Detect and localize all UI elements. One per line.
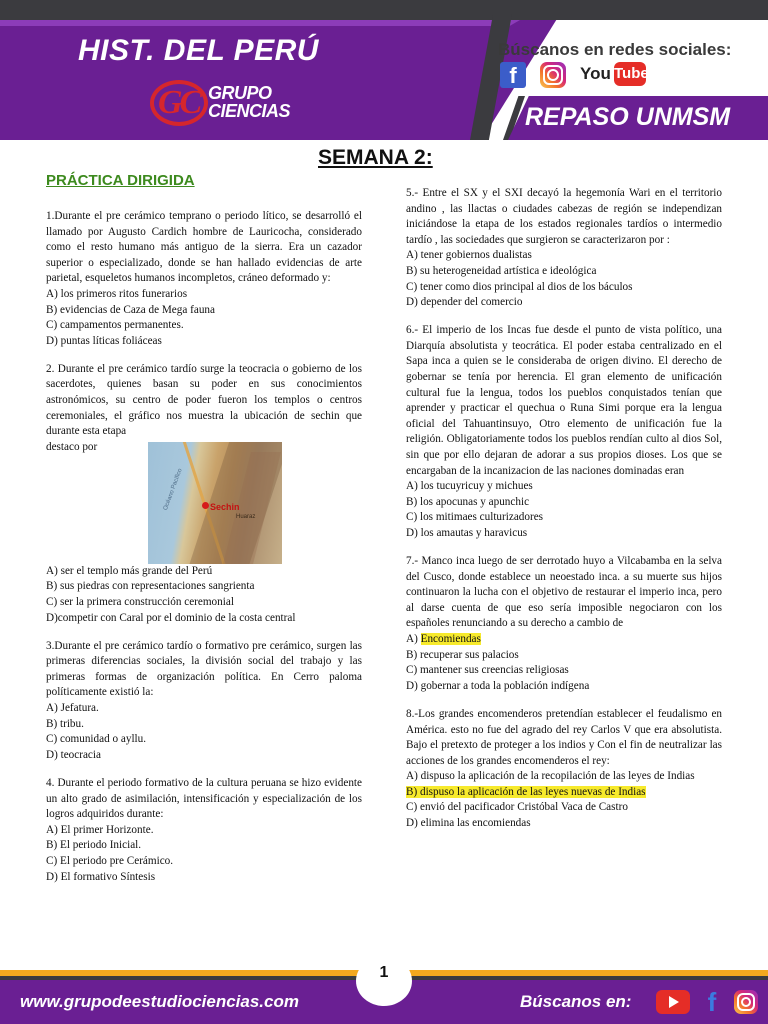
option-b: B) El periodo Inicial. (46, 839, 142, 852)
social-heading: Búscanos en redes sociales: (498, 40, 732, 59)
header-dark-strip (0, 0, 768, 20)
youtube-icon[interactable] (580, 60, 649, 90)
option-a: A) ser el templo más grande del Perú (46, 564, 213, 577)
repaso-banner: REPASO UNMSM (525, 103, 731, 131)
option-b: B) su heterogeneidad artística e ideológica (406, 264, 597, 277)
option-b: B) sus piedras con representaciones sangrienta (46, 580, 255, 593)
sechin-location-map (148, 442, 282, 564)
option-c: C) los mitimaes culturizadores (406, 511, 544, 524)
question-stem: 1.Durante el pre cerámico temprano o periodo lítico, se desarrolló el llamado por Augusto Cardich hombre de Lauricocha, considerado como el resto humano más antiguo de la sierra. Era un cazador superior o especializado, donde se han hallado evidencias de arte parietal, esqueletos humanos incompletos, cráneo deformado y: (46, 210, 362, 285)
facebook-icon[interactable]: f (500, 62, 526, 88)
option-a: A) los primeros ritos funerarios (46, 287, 188, 300)
option-c: C) tener como dios principal al dios de los báculos (406, 280, 633, 293)
logo-wordmark (208, 84, 290, 120)
option-d: D) los amautas y haravicus (406, 526, 528, 539)
option-c: C) mantener sus creencias religiosas (406, 664, 569, 677)
option-b: B) los apocunas y apunchic (406, 495, 530, 508)
map-city-label: Huaraz (236, 513, 256, 520)
option-c: C) ser la primera construcción ceremonial (46, 596, 234, 608)
question-3 (46, 639, 362, 764)
footer-social-label: Búscanos en: (520, 992, 632, 1011)
option-d: D) elimina las encomiendas (406, 817, 531, 830)
option-a: A) tener gobiernos dualistas (406, 249, 532, 262)
youtube-icon[interactable] (656, 990, 690, 1014)
logo-line-1: GRUPO (208, 83, 272, 103)
option-d: D) El formativo Síntesis (46, 870, 156, 883)
page-number: 1 (379, 964, 389, 981)
option-a: A) Jefatura. (46, 702, 99, 715)
option-b: B) evidencias de Caza de Mega fauna (46, 303, 215, 316)
option-a (406, 632, 722, 648)
section-title: PRÁCTICA DIRIGIDA (46, 172, 195, 189)
option-a: A) dispuso la aplicación de la recopilación de las leyes de Indias (406, 770, 695, 783)
option-d: D)competir con Caral por el dominio de la costa central (46, 611, 296, 624)
question-stem: 3.Durante el pre cerámico tardío o formativo pre cerámico, surgen las primeras diferencias sociales, la división social del trabajo y las primeras formas de organización política. En Cerro paloma políticamente existió la: (46, 639, 362, 699)
header-light-stripe (0, 20, 520, 26)
course-title: HIST. DEL PERÚ (78, 34, 319, 67)
question-stem: 8.-Los grandes encomenderos pretendían establecer el feudalismo en América. esto no fue del agrado del rey Carlos V que era absolutista. Bajo el pretexto de proteger a los indios y Con el fin de neutralizar las acciones de los grandes encomenderos el rey: (406, 707, 722, 767)
map-row (46, 440, 362, 564)
map-site-label: Sechin (210, 501, 240, 512)
option-c: C) comunidad o ayllu. (46, 733, 147, 746)
question-2 (46, 362, 362, 626)
facebook-icon[interactable]: f (707, 987, 717, 1017)
map-sea-label: Océano Pacífico (162, 467, 184, 512)
option-a: A) El primer Horizonte. (46, 823, 154, 836)
question-6 (406, 323, 722, 541)
option-c: C) El periodo pre Cerámico. (46, 854, 174, 867)
question-stem-end: destaco por (46, 440, 98, 453)
option-b-highlighted (406, 785, 722, 801)
option-a: A) los tucuyricuy y michues (406, 480, 533, 493)
left-column (46, 209, 362, 898)
option-d: D) depender del comercio (406, 296, 523, 309)
question-5 (406, 186, 722, 311)
option-d: D) gobernar a toda la población indígena (406, 679, 590, 692)
question-7 (406, 554, 722, 694)
question-8 (406, 707, 722, 832)
question-stem: 2. Durante el pre cerámico tardío surge la teocracia o gobierno de los sacerdotes, quienes basan su poder en sus conocimientos astronómicos, su centro de poder fueron los templos o centros ceremoniales, el gráfico nos muestra la ubicación de sechin que durante esta etapa (46, 362, 362, 438)
map-location-marker-icon (202, 502, 209, 509)
logo-initials: GC (158, 84, 200, 121)
instagram-lens (547, 69, 559, 81)
page-footer (0, 964, 768, 1024)
option-c: C) envió del pacificador Cristóbal Vaca de Castro (406, 801, 628, 814)
option-b: B) recuperar sus palacios (406, 648, 519, 661)
question-stem: 6.- El imperio de los Incas fue desde el punto de vista político, una Diarquía absolutista y teocrática. El poder estaba centralizado en el Sapa inca a quien se le consideraba de origen divino. El derecho de gobernar se tenía por herencia. El gran elemento de unificación cultural fue la lengua, todos los pueblos conquistados tenían que aprender y practicar el quechua o Runa Simi porque era la lengua oficial del Tahuantinsuyo, Otro elemento de unificación fue la religión. Obligatoriamente todos los pueblos rendían culto al dios Sol, sin que por ello dejaran de adorar a sus propios dioses. Los que se encargaban de la incanizacion de las naciones dominadas eran (406, 324, 722, 477)
option-b: B) tribu. (46, 717, 84, 730)
option-a-prefix: A) (406, 633, 418, 646)
youtube-tube: Tube (614, 62, 646, 86)
question-1 (46, 209, 362, 349)
logo-line-2: CIENCIAS (208, 101, 291, 121)
highlighted-answer: B) dispuso la aplicación de las leyes nuevas de Indias (406, 785, 646, 798)
instagram-lens (741, 997, 751, 1007)
option-a-highlighted: Encomiendas (420, 633, 481, 646)
page-title: SEMANA 2: (318, 146, 433, 169)
right-column (406, 186, 722, 844)
instagram-icon[interactable] (734, 990, 758, 1014)
option-d: D) puntas líticas foliáceas (46, 334, 162, 347)
grupo-ciencias-logo (150, 80, 300, 128)
question-stem: 5.- Entre el SX y el SXI decayó la hegemonía Wari en el territorio andino , las llactas o ciudades cabezas de región se independizan iniciándose la etapa de los estados regionales tardíos o intermedio tardío , las sociedades que surgieron se caracterizaron por : (406, 187, 722, 246)
instagram-icon[interactable] (540, 62, 566, 88)
question-4 (46, 776, 362, 885)
question-stem: 4. Durante el periodo formativo de la cultura peruana se hizo evidente un alto grado de asimilación, intensificación y especialización de los logros adquiridos durante: (46, 776, 362, 821)
option-d: D) teocracia (46, 748, 101, 761)
website-link[interactable]: www.grupodeestudiociencias.com (20, 992, 299, 1011)
youtube-you: You (580, 64, 611, 83)
option-c: C) campamentos permanentes. (46, 319, 184, 332)
page-header (0, 0, 768, 140)
question-stem: 7.- Manco inca luego de ser derrotado huyo a Vilcabamba en la selva del Cusco, donde establece un neoestado inca. a su muerte sus hijos continuaron la lucha con el objetivo de restaurar el imperio inca, pero al darse cuenta de que eso sería imposible negociaron con los españoles renunciando a su derecho a cambio de (406, 555, 722, 630)
